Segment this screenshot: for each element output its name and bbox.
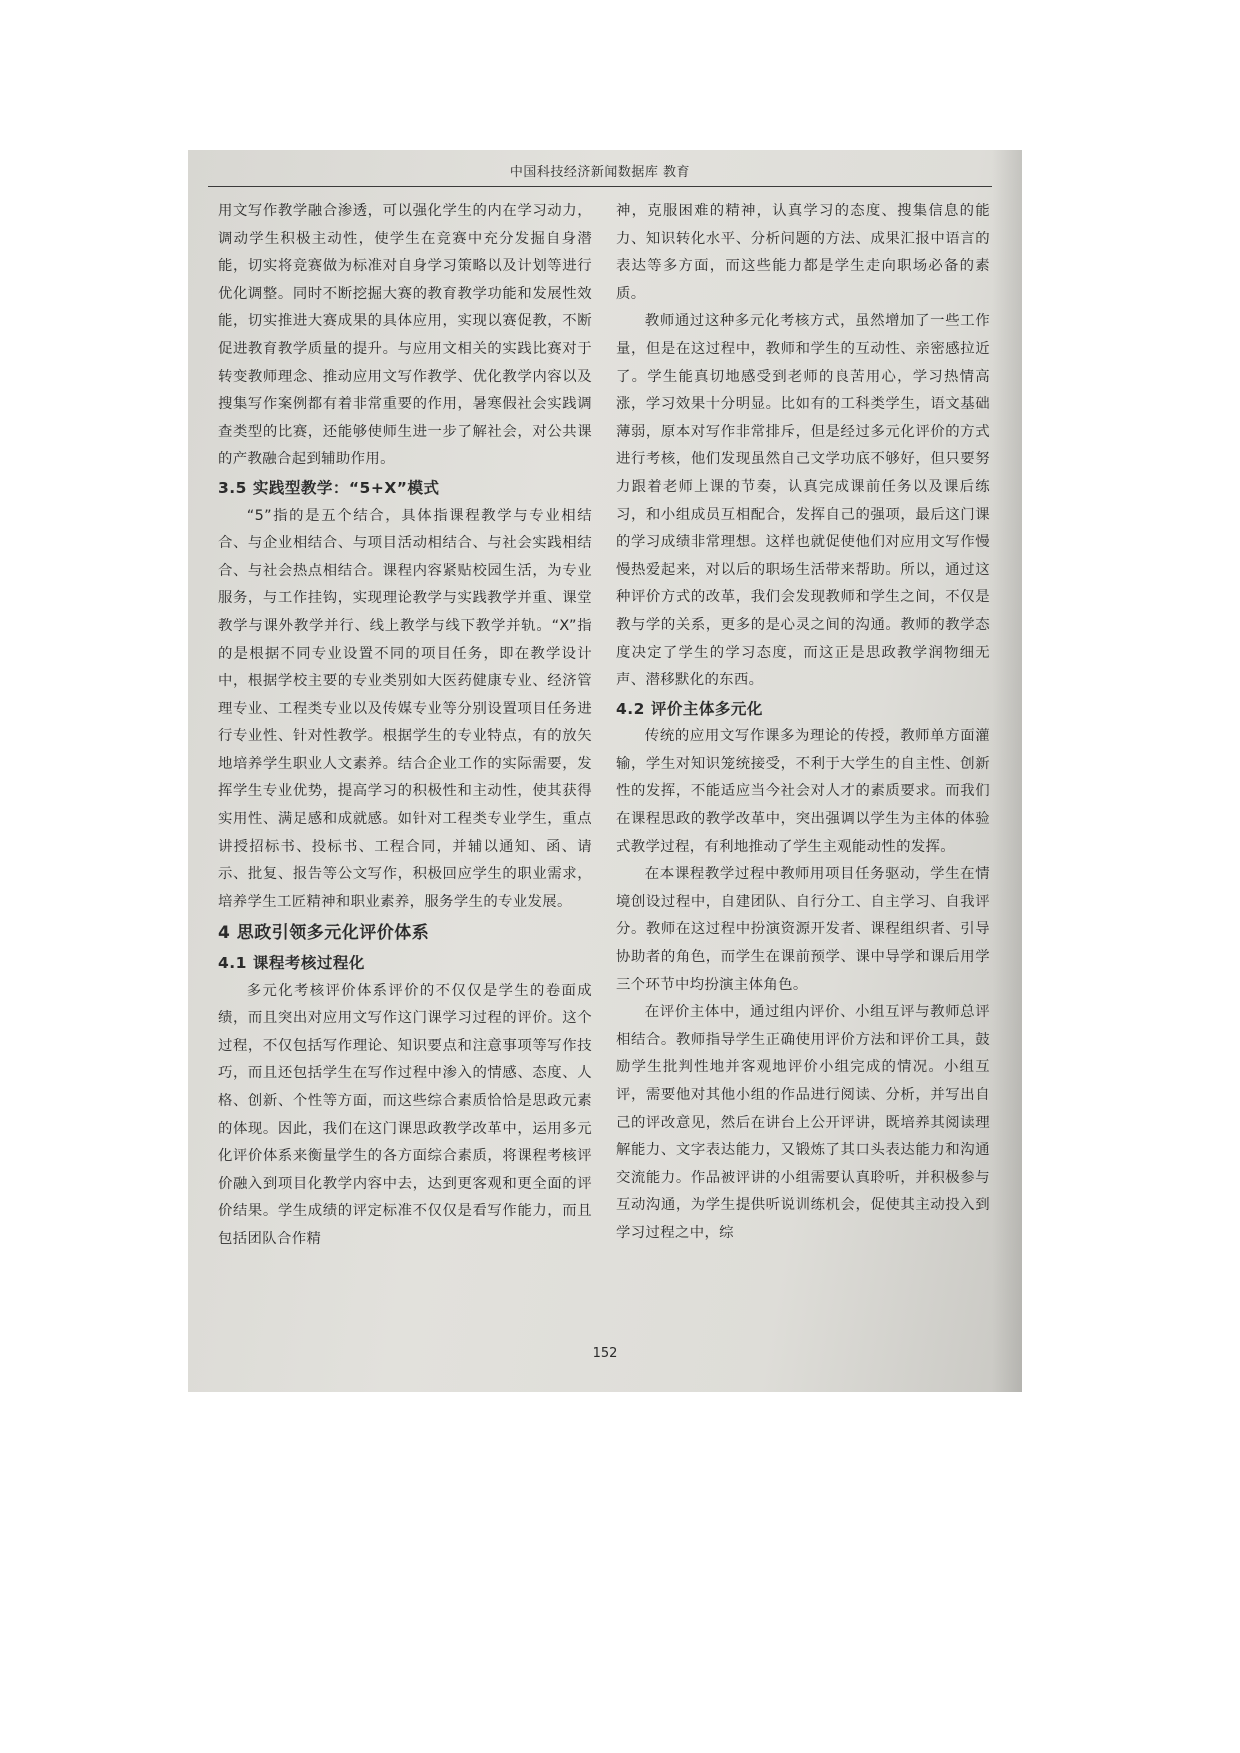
paragraph: “5”指的是五个结合，具体指课程教学与专业相结合、与企业相结合、与项目活动相结合、与社会实践相结合、与社会热点相结合。课程内容紧贴校园生活，为专业服务，与工作挂钩，实现理论教学与实践教学并重、课堂教学与课外教学并行、线上教学与线下教学并轨。“X”指的是根据不同专业设置不同的项目任务，即在教学设计中，根据学校主要的专业类别如大医药健康专业、经济管理专业、工程类专业以及传媒专业等分别设置项目任务进行专业性、针对性教学。根据学生的专业特点，有的放矢地培养学生职业人文素养。结合企业工作的实际需要，发挥学生专业优势，提高学习的积极性和主动性，使其获得实用性、满足感和成就感。如针对工程类专业学生，重点讲授招标书、投标书、工程合同，并辅以通知、函、请示、批复、报告等公文写作，积极回应学生的职业需求，培养学生工匠精神和职业素养，服务学生的专业发展。 (218, 507, 592, 910)
section-heading-4-2: 4.2 评价主体多元化 (616, 699, 763, 718)
right-column (616, 198, 990, 1248)
paragraph: 在评价主体中，通过组内评价、小组互评与教师总评相结合。教师指导学生正确使用评价方法和评价工具，鼓励学生批判性地并客观地评价小组完成的情况。小组互评，需要他对其他小组的作品进行阅读、分析，并写出自己的评改意见，然后在讲台上公开评讲，既培养其阅读理解能力、文字表达能力，又锻炼了其口头表达能力和沟通交流能力。作品被评讲的小组需要认真聆听，并积极参与互动沟通，为学生提供听说训练机会，促使其主动投入到学习过程之中，综 (616, 1004, 990, 1241)
paragraph: 用文写作教学融合渗透，可以强化学生的内在学习动力，调动学生积极主动性，使学生在竞赛中充分发掘自身潜能，切实将竞赛做为标准对自身学习策略以及计划等进行优化调整。同时不断挖掘大赛的教育教学功能和发展性效能，切实推进大赛成果的具体应用，实现以赛促教，不断促进教育教学质量的提升。与应用文相关的实践比赛对于转变教师理念、推动应用文写作教学、优化教学内容以及搜集写作案例都有着非常重要的作用，暑寒假社会实践调查类型的比赛，还能够使师生进一步了解社会，对公共课的产教融合起到辅助作用。 (218, 203, 592, 468)
section-heading-4-1: 4.1 课程考核过程化 (218, 954, 365, 973)
paragraph: 在本课程教学过程中教师用项目任务驱动，学生在情境创设过程中，自建团队、自行分工、自主学习、自我评分。教师在这过程中扮演资源开发者、课程组织者、引导协助者的角色，而学生在课前预学、课中导学和课后用学三个环节中均扮演主体角色。 (616, 866, 990, 993)
running-header: 中国科技经济新闻数据库 教育 (208, 162, 992, 187)
paragraph: 多元化考核评价体系评价的不仅仅是学生的卷面成绩，而且突出对应用文写作这门课学习过程的评价。这个过程，不仅包括写作理论、知识要点和注意事项等写作技巧，而且还包括学生在写作过程中渗入的情感、态度、人格、创新、个性等方面，而这些综合素质恰恰是思政元素的体现。因此，我们在这门课思政教学改革中，运用多元化评价体系来衡量学生的各方面综合素质，将课程考核评价融入到项目化教学内容中去，达到更客观和更全面的评价结果。学生成绩的评定标准不仅仅是看写作能力，而且包括团队合作精 (218, 982, 592, 1247)
left-column (218, 198, 592, 1254)
page-number: 152 (592, 1346, 618, 1361)
paragraph: 神，克服困难的精神，认真学习的态度、搜集信息的能力、知识转化水平、分析问题的方法、成果汇报中语言的表达等多方面，而这些能力都是学生走向职场必备的素质。 (616, 203, 990, 302)
page-photo (188, 150, 1022, 1392)
paragraph: 传统的应用文写作课多为理论的传授，教师单方面灌输，学生对知识笼统接受，不利于大学生的自主性、创新性的发挥，不能适应当今社会对人才的素质要求。而我们在课程思政的教学改革中，突出强调以学生为主体的体验式教学过程，有利地推动了学生主观能动性的发挥。 (616, 728, 990, 855)
section-heading-4: 4 思政引领多元化评价体系 (218, 923, 430, 944)
section-heading-3-5: 3.5 实践型教学：“5+X”模式 (218, 478, 440, 497)
paragraph: 教师通过这种多元化考核方式，虽然增加了一些工作量，但是在这过程中，教师和学生的互动性、亲密感拉近了。学生能真切地感受到老师的良苦用心，学习热情高涨，学习效果十分明显。比如有的工科类学生，语文基础薄弱，原本对写作非常排斥，但是经过多元化评价的方式进行考核，他们发现虽然自己文学功底不够好，但只要努力跟着老师上课的节奏，认真完成课前任务以及课后练习，和小组成员互相配合，发挥自己的强项，最后这门课的学习成绩非常理想。这样也就促使他们对应用文写作慢慢热爱起来，对以后的职场生活带来帮助。所以，通过这种评价方式的改革，我们会发现教师和学生之间，不仅是教与学的关系，更多的是心灵之间的沟通。教师的教学态度决定了学生的学习态度，而这正是思政教学润物细无声、潜移默化的东西。 (616, 313, 990, 689)
